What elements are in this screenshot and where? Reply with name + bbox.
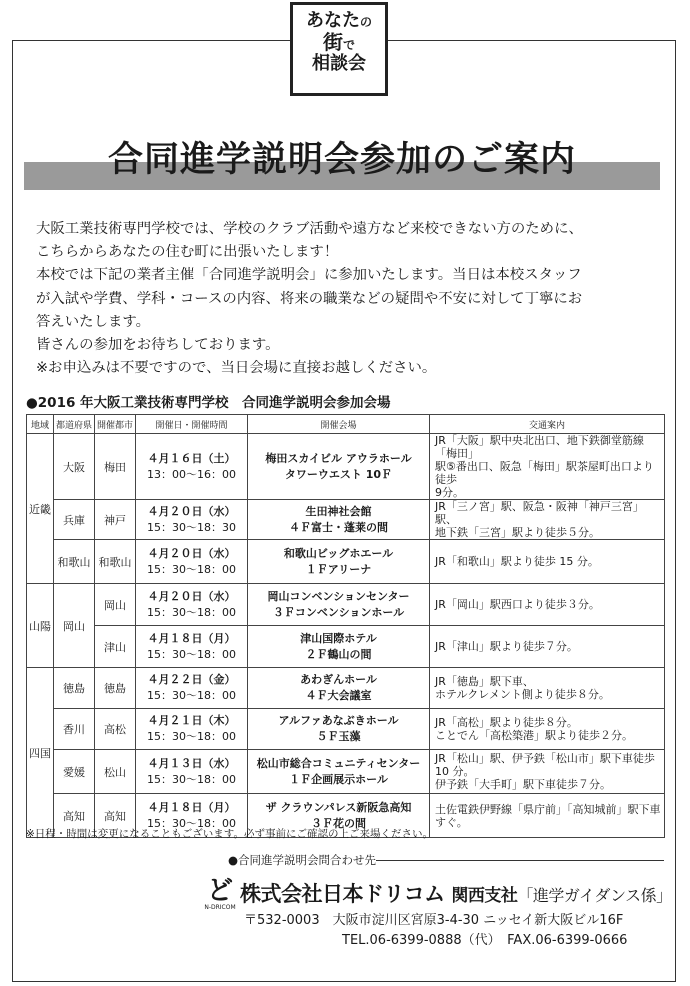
- access-cell: JR「松山」駅、伊予鉄「松山市」駅下車徒歩 10 分。 伊予鉄「大手町」駅下車徒歩７分。: [430, 750, 665, 794]
- venue-cell: 岡山コンベンションセンター ３Ｆコンベンションホール: [248, 584, 430, 626]
- pref-cell: 高知: [54, 794, 95, 838]
- date-cell: ４月２０日（水） 15：30～18：00: [136, 584, 248, 626]
- venue-table: [26, 414, 665, 838]
- logo-mark-icon: ど: [206, 876, 233, 906]
- venue-cell: 松山市総合コミュニティセンター １Ｆ企画展示ホール: [248, 750, 430, 794]
- intro-line: 大阪工業技術専門学校では、学校のクラブ活動や遠方など来校できない方のために、: [36, 221, 583, 237]
- table-row: [27, 584, 665, 626]
- header-access: 交通案内: [430, 415, 665, 434]
- company-name: 株式会社日本ドリコム 関西支社「進学ガイダンス係」: [240, 882, 672, 906]
- header-city: 開催都市: [95, 415, 136, 434]
- venue-cell: アルファあなぶきホール ５Ｆ玉藻: [248, 709, 430, 750]
- pref-cell: 香川: [54, 709, 95, 750]
- section-title: ●2016 年大阪工業技術専門学校 合同進学説明会参加会場: [26, 395, 391, 411]
- date-cell: ４月２１日（木） 15：30～18：00: [136, 709, 248, 750]
- city-cell: 梅田: [95, 434, 136, 500]
- access-cell: JR「三ノ宮」駅、阪急・阪神「神戸三宮」駅、 地下鉄「三宮」駅より徒歩５分。: [430, 500, 665, 540]
- table-row: [27, 626, 665, 668]
- city-cell: 徳島: [95, 668, 136, 709]
- access-cell: JR「岡山」駅西口より徒歩３分。: [430, 584, 665, 626]
- access-cell: JR「徳島」駅下車、 ホテルクレメント側より徒歩８分。: [430, 668, 665, 709]
- intro-line: こちらからあなたの住む町に出張いたします！: [36, 244, 339, 261]
- city-cell: 高松: [95, 709, 136, 750]
- table-row: [27, 500, 665, 540]
- city-cell: 高知: [95, 794, 136, 838]
- region-cell: 山陽: [27, 584, 54, 668]
- date-cell: ４月１８日（月） 15：30～18：00: [136, 794, 248, 838]
- table-row: [27, 668, 665, 709]
- city-cell: 松山: [95, 750, 136, 794]
- intro-line: 本校では下記の業者主催「合同進学説明会」に参加いたします。当日は本校スタッフ: [36, 267, 582, 284]
- date-cell: ４月２０日（水） 15：30～18：30: [136, 500, 248, 540]
- date-cell: ４月１６日（土） 13：00～16：00: [136, 434, 248, 500]
- contact-divider: [376, 860, 664, 861]
- venue-cell: 和歌山ビッグホエール １Ｆアリーナ: [248, 540, 430, 584]
- page-title: 合同進学説明会参加のご案内: [107, 140, 576, 180]
- intro-line: 皆さんの参加をお待ちしております。: [36, 337, 280, 354]
- intro-line: ※お申込みは不要ですので、当日会場に直接お越しください。: [36, 360, 437, 377]
- date-cell: ４月２２日（金） 15：30～18：00: [136, 668, 248, 709]
- pref-cell: 和歌山: [54, 540, 95, 584]
- company-address: 〒532-0003 大阪市淀川区宮原3-4-30 ニッセイ新大阪ビル16F: [244, 913, 624, 928]
- region-cell: 近畿: [27, 434, 54, 584]
- venue-cell: あわぎんホール ４Ｆ大会議室: [248, 668, 430, 709]
- city-cell: 津山: [95, 626, 136, 668]
- intro-text: [36, 218, 666, 380]
- table-header-row: [27, 415, 665, 434]
- date-cell: ４月１８日（月） 15：30～18：00: [136, 626, 248, 668]
- table-row: [27, 750, 665, 794]
- title-bar: [24, 138, 660, 190]
- header-venue: 開催会場: [248, 415, 430, 434]
- table-row: [27, 540, 665, 584]
- date-cell: ４月１３日（水） 15：30～18：00: [136, 750, 248, 794]
- date-cell: ４月２０日（水） 15：30～18：00: [136, 540, 248, 584]
- city-cell: 神戸: [95, 500, 136, 540]
- intro-line: 答えいたします。: [36, 313, 150, 330]
- pref-cell: 兵庫: [54, 500, 95, 540]
- region-cell: 四国: [27, 668, 54, 838]
- access-cell: JR「津山」駅より徒歩７分。: [430, 626, 665, 668]
- venue-cell: ザ クラウンパレス新阪急高知 ３Ｆ花の間: [248, 794, 430, 838]
- consultation-badge: あなたの 街で 相談会: [290, 2, 388, 96]
- access-cell: JR「大阪」駅中央北出口、地下鉄御堂筋線「梅田」 駅⑤番出口、阪急「梅田」駅茶屋町出口より徒歩 9分。: [430, 434, 665, 500]
- venue-cell: 津山国際ホテル ２Ｆ鶴山の間: [248, 626, 430, 668]
- company-logo: ど N-DRICOM: [200, 878, 240, 910]
- pref-cell: 大阪: [54, 434, 95, 500]
- header-date: 開催日・開催時間: [136, 415, 248, 434]
- city-cell: 岡山: [95, 584, 136, 626]
- schedule-note: ※日程・時間は変更になることもございます。必ず事前にご確認の上ご来場ください。: [26, 828, 433, 840]
- header-region: 地域: [27, 415, 54, 434]
- company-phones: TEL.06-6399-0888（代） FAX.06-6399-0666: [342, 933, 628, 948]
- pref-cell: 岡山: [54, 584, 95, 668]
- access-cell: JR「和歌山」駅より徒歩 15 分。: [430, 540, 665, 584]
- intro-line: が入試や学費、学科・コースの内容、将来の職業などの疑問や不安に対して丁寧にお: [36, 290, 583, 307]
- table-row: [27, 709, 665, 750]
- pref-cell: 愛媛: [54, 750, 95, 794]
- contact-label: ●合同進学説明会問合わせ先: [228, 853, 377, 867]
- city-cell: 和歌山: [95, 540, 136, 584]
- venue-cell: 梅田スカイビル アウラホール タワーウエスト 10Ｆ: [248, 434, 430, 500]
- header-prefecture: 都道府県: [54, 415, 95, 434]
- access-cell: 土佐電鉄伊野線「県庁前」「高知城前」駅下車すぐ。: [430, 794, 665, 838]
- table-row: [27, 434, 665, 500]
- access-cell: JR「高松」駅より徒歩８分。 ことでん「高松築港」駅より徒歩２分。: [430, 709, 665, 750]
- pref-cell: 徳島: [54, 668, 95, 709]
- venue-cell: 生田神社会館 ４Ｆ富士・蓬莱の間: [248, 500, 430, 540]
